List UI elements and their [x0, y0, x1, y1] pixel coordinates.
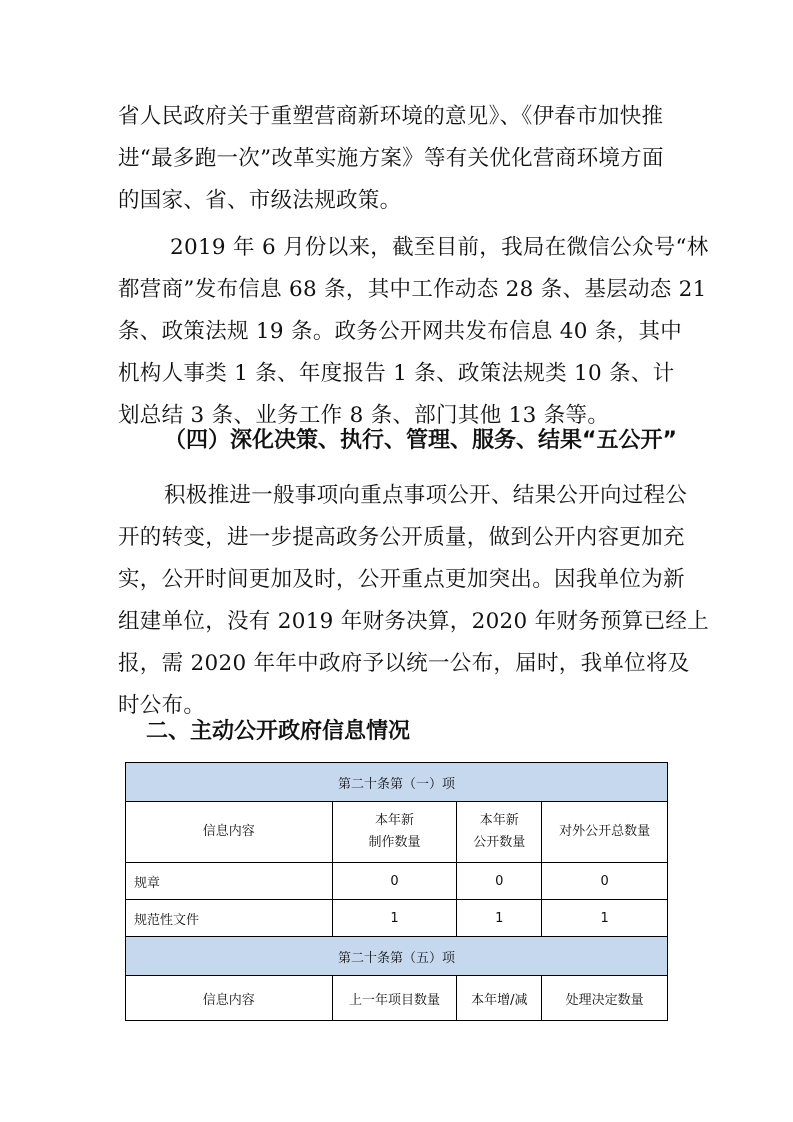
header-cell-content: 信息内容 [126, 802, 333, 863]
section-heading-active-disclosure: 二、主动公开政府信息情况 [146, 719, 411, 744]
text-line: 划总结 3 条、业务工作 8 条、部门其他 13 条等。 [118, 403, 610, 428]
text-line: 进“最多跑一次”改革实施方案》等有关优化营商环境方面 [118, 146, 664, 171]
table-section-row [126, 763, 668, 802]
header-cell-change: 本年增/减 [457, 976, 542, 1021]
text-line: 报，需 2020 年年中政府予以统一公布，届时，我单位将及 [118, 651, 690, 676]
header-cell-new-created [332, 802, 457, 863]
table-row [126, 863, 668, 900]
paragraph-policy-continuation [118, 96, 680, 222]
header-line: 本年新 [374, 813, 414, 828]
header-cell-content: 信息内容 [126, 976, 333, 1021]
row-value: 0 [457, 863, 542, 900]
text-line: 开的转变，进一步提高政务公开质量，做到公开内容更加充 [118, 525, 685, 550]
header-line: 制作数量 [368, 835, 421, 850]
section-heading-five-disclosures: （四）深化决策、执行、管理、服务、结果“五公开” [164, 428, 677, 453]
header-line: 本年新 [479, 813, 519, 828]
row-value: 1 [457, 900, 542, 937]
table-section-row [126, 937, 668, 976]
header-cell-prev-year: 上一年项目数量 [332, 976, 457, 1021]
text-line: 条、政策法规 19 条。政务公开网共发布信息 40 条，其中 [118, 319, 683, 344]
header-cell-decisions: 处理决定数量 [542, 976, 668, 1021]
text-line: 2019 年 6 月份以来，截至目前，我局在微信公众号“林 [170, 235, 709, 260]
text-line: 组建单位，没有 2019 年财务决算，2020 年财务预算已经上 [118, 609, 710, 634]
text-line: 实，公开时间更加及时，公开重点更加突出。因我单位为新 [118, 567, 685, 592]
header-cell-total-published: 对外公开总数量 [542, 802, 668, 863]
text-line: 都营商”发布信息 68 条，其中工作动态 28 条、基层动态 21 [118, 277, 707, 302]
section-title-cell: 第二十条第（一）项 [126, 763, 668, 802]
header-line: 公开数量 [473, 835, 526, 850]
table-header-row [126, 976, 668, 1021]
text-line: 省人民政府关于重塑营商新环境的意见》、《伊春市加快推 [118, 104, 664, 129]
text-line: 的国家、省、市级法规政策。 [118, 188, 402, 213]
row-label: 规范性文件 [126, 900, 333, 937]
text-line: 机构人事类 1 条、年度报告 1 条、政策法规类 10 条、计 [118, 361, 675, 386]
section-title-cell: 第二十条第（五）项 [126, 937, 668, 976]
text-line: 时公布。 [118, 693, 206, 718]
row-value: 1 [332, 900, 457, 937]
row-value: 0 [332, 863, 457, 900]
paragraph-disclosure-progress [118, 475, 710, 727]
text-line: 积极推进一般事项向重点事项公开、结果公开向过程公 [164, 483, 688, 508]
row-label: 规章 [126, 863, 333, 900]
paragraph-publication-stats [118, 227, 709, 437]
header-cell-new-published [457, 802, 542, 863]
row-value: 1 [542, 900, 668, 937]
row-value: 0 [542, 863, 668, 900]
info-disclosure-table [125, 762, 668, 1021]
table-header-row [126, 802, 668, 863]
table-row [126, 900, 668, 937]
